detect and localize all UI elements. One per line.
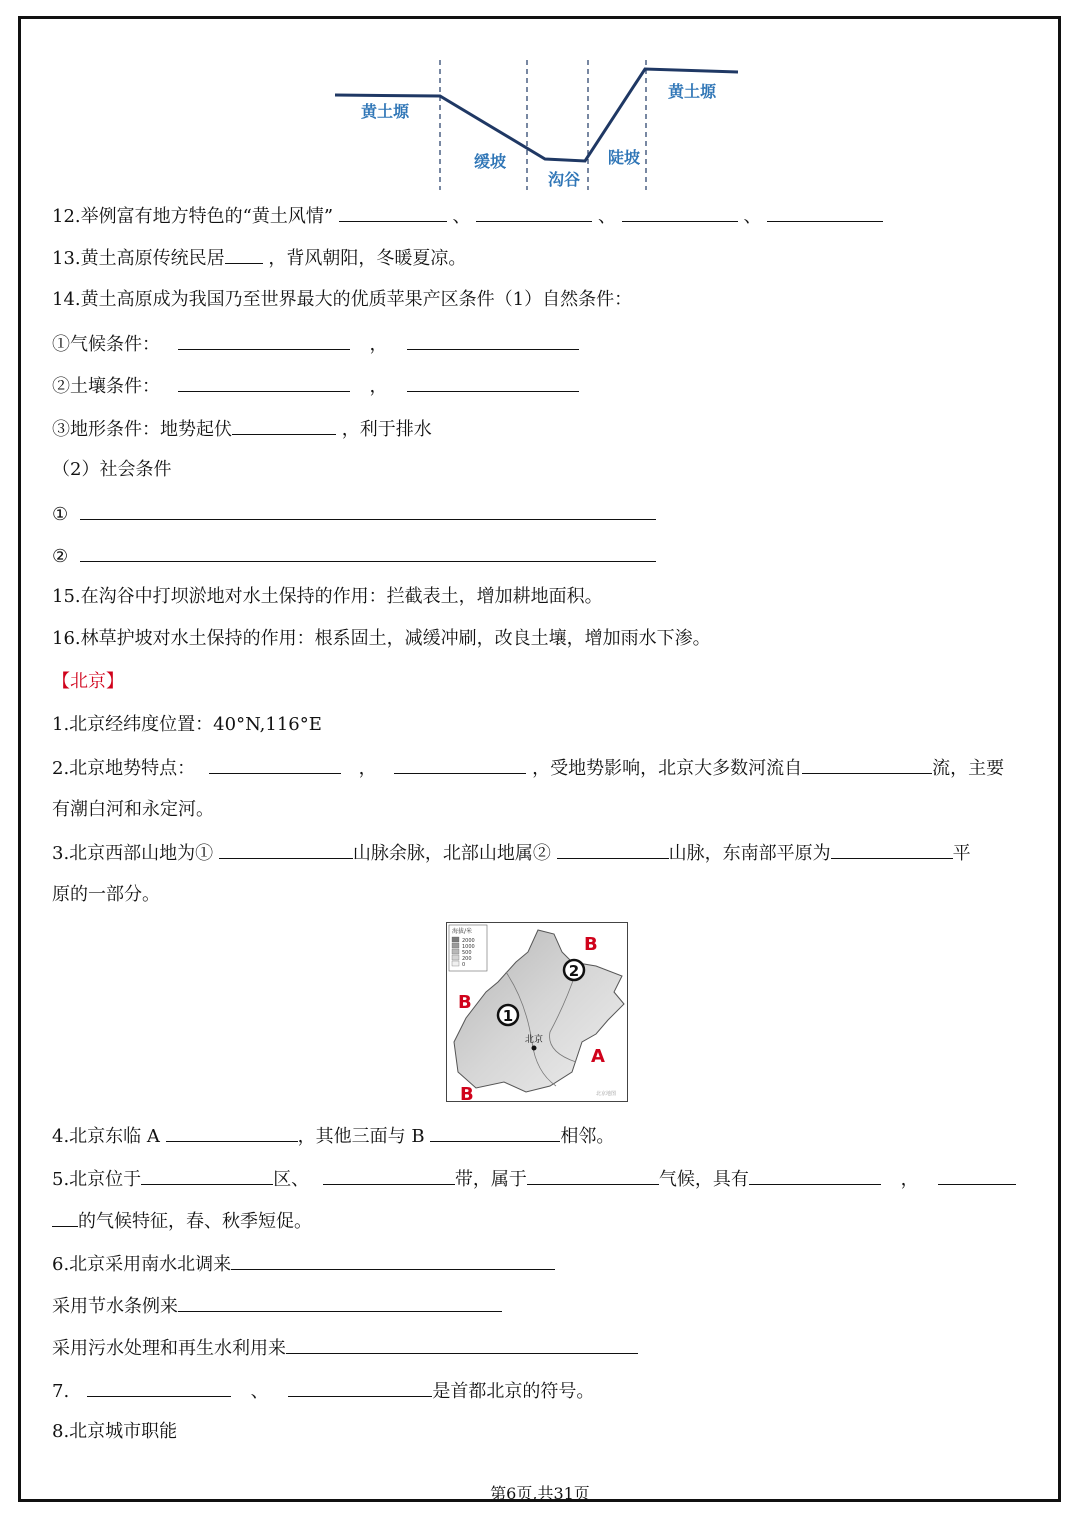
answer-blank[interactable] <box>339 203 447 222</box>
answer-blank[interactable] <box>938 1166 1016 1185</box>
legend-swatch <box>452 937 459 942</box>
section-heading-beijing <box>52 670 124 694</box>
answer-blank[interactable] <box>178 373 350 392</box>
legend-value: 1000 <box>462 944 475 950</box>
question-text: 有潮白河和永定河。 <box>52 799 214 820</box>
question-text: ，利于排水 <box>341 419 432 440</box>
question-text: 6.北京采用南水北调来 <box>52 1254 232 1275</box>
legend-value: 2000 <box>462 938 475 944</box>
beijing-question-3-cont <box>52 883 160 907</box>
answer-blank[interactable] <box>52 1208 78 1227</box>
beijing-question-5 <box>52 1166 1016 1192</box>
beijing-question-8 <box>52 1420 177 1444</box>
answer-blank[interactable] <box>767 203 883 222</box>
answer-blank[interactable] <box>288 1378 432 1397</box>
marker-2: 2 <box>568 962 580 980</box>
question-text: 3.北京西部山地为① <box>52 843 214 864</box>
answer-blank[interactable] <box>232 416 336 435</box>
separator: ， <box>369 334 388 355</box>
separator: 、 <box>250 1381 269 1402</box>
answer-blank[interactable] <box>178 1293 502 1312</box>
beijing-terrain-map <box>446 922 628 1102</box>
question-text: 平 <box>952 843 971 864</box>
question-15 <box>52 585 603 609</box>
answer-blank[interactable] <box>802 755 932 774</box>
question-text: ，受地势影响，北京大多数河流自 <box>532 758 803 779</box>
answer-blank[interactable] <box>141 1166 273 1185</box>
answer-blank[interactable] <box>622 203 738 222</box>
city-marker <box>532 1046 537 1051</box>
map-label-b: B <box>584 934 598 955</box>
question-text: 12.举例富有地方特色的“黄土风情” <box>52 206 334 227</box>
answer-blank[interactable] <box>231 1251 555 1270</box>
question-text: 原的一部分。 <box>52 884 160 905</box>
separator: ， <box>369 376 388 397</box>
answer-blank[interactable] <box>80 543 656 562</box>
map-label-b: B <box>458 992 472 1013</box>
question-14-social-2 <box>52 543 656 569</box>
question-text: ，其他三面与 B <box>297 1126 425 1147</box>
answer-blank[interactable] <box>476 203 592 222</box>
answer-blank[interactable] <box>225 245 263 264</box>
beijing-question-6 <box>52 1251 555 1277</box>
answer-blank[interactable] <box>219 840 353 859</box>
label-valley: 沟谷 <box>547 170 581 189</box>
question-text: 流，主要 <box>932 758 1005 779</box>
question-14-social <box>52 458 171 482</box>
map-label-b: B <box>460 1084 474 1102</box>
map-label-a: A <box>591 1046 605 1067</box>
answer-blank[interactable] <box>87 1378 231 1397</box>
beijing-question-6-b <box>52 1293 502 1319</box>
answer-blank[interactable] <box>323 1166 455 1185</box>
beijing-question-4 <box>52 1123 614 1149</box>
map-watermark: 北京地图 <box>596 1091 617 1097</box>
question-text: 是首都北京的符号。 <box>432 1381 595 1402</box>
legend-swatch <box>452 949 459 954</box>
city-label: 北京 <box>524 1035 544 1045</box>
question-label: ①气候条件： <box>52 334 160 355</box>
question-text: 采用节水条例来 <box>52 1296 178 1317</box>
page-footer <box>0 1484 1080 1504</box>
question-13 <box>52 245 466 271</box>
beijing-question-6-c <box>52 1335 638 1361</box>
question-text: 7. <box>52 1381 70 1402</box>
answer-blank[interactable] <box>430 1123 560 1142</box>
question-text: 5.北京位于 <box>52 1169 142 1190</box>
question-text: 8.北京城市职能 <box>52 1421 178 1442</box>
answer-blank[interactable] <box>407 331 579 350</box>
label-gentle-slope: 缓坡 <box>473 152 507 171</box>
legend-value: 500 <box>462 950 472 956</box>
legend-value: 0 <box>462 962 466 968</box>
question-text: 山脉，东南部平原为 <box>668 843 831 864</box>
question-text: 16.林草护坡对水土保持的作用：根系固土，减缓冲刷，改良土壤，增加雨水下渗。 <box>52 628 711 649</box>
question-text: 采用污水处理和再生水利用来 <box>52 1338 286 1359</box>
section-heading-text: 【北京】 <box>52 671 124 692</box>
question-label: ②土壤条件： <box>52 376 160 397</box>
label-plateau-right: 黄土塬 <box>667 82 717 101</box>
loess-profile-diagram <box>330 55 750 195</box>
question-12 <box>52 203 883 229</box>
page-number: 第6页,共31页 <box>490 1484 590 1503</box>
question-14 <box>52 288 632 312</box>
legend-swatch <box>452 943 459 948</box>
answer-blank[interactable] <box>178 331 350 350</box>
answer-blank[interactable] <box>407 373 579 392</box>
question-text: 相邻。 <box>560 1126 615 1147</box>
answer-blank[interactable] <box>286 1335 638 1354</box>
separator: 、 <box>597 206 616 227</box>
answer-blank[interactable] <box>166 1123 298 1142</box>
answer-blank[interactable] <box>527 1166 659 1185</box>
question-14-terrain <box>52 416 432 442</box>
beijing-question-2-cont <box>52 798 214 822</box>
question-text: 1.北京经纬度位置：40°N,116°E <box>52 714 322 735</box>
question-label: ① <box>52 504 69 525</box>
question-text: ，背风朝阳，冬暖夏凉。 <box>268 248 467 269</box>
beijing-question-2 <box>52 755 1004 781</box>
question-label: ② <box>52 546 69 567</box>
question-text: （2）社会条件 <box>52 459 172 480</box>
beijing-question-7 <box>52 1378 594 1404</box>
legend-swatch <box>452 955 459 960</box>
question-text: ③地形条件：地势起伏 <box>52 419 232 440</box>
separator: 、 <box>743 206 762 227</box>
answer-blank[interactable] <box>749 1166 881 1185</box>
separator: ， <box>358 758 377 779</box>
answer-blank[interactable] <box>831 840 953 859</box>
label-steep-slope: 陡坡 <box>607 148 641 167</box>
question-14-social-1 <box>52 501 656 527</box>
answer-blank[interactable] <box>80 501 656 520</box>
question-text: 13.黄土高原传统民居 <box>52 248 225 269</box>
separator: 、 <box>452 206 471 227</box>
answer-blank[interactable] <box>394 755 526 774</box>
question-text: 带，属于 <box>454 1169 527 1190</box>
question-14-climate <box>52 331 579 357</box>
question-text: 气候，具有 <box>658 1169 749 1190</box>
label-plateau-left: 黄土塬 <box>360 102 410 121</box>
beijing-question-1 <box>52 713 322 737</box>
beijing-question-3 <box>52 840 971 866</box>
answer-blank[interactable] <box>209 755 341 774</box>
beijing-question-5-cont <box>52 1208 312 1234</box>
answer-blank[interactable] <box>557 840 669 859</box>
marker-1: 1 <box>502 1007 514 1025</box>
question-text: 区、 <box>273 1169 310 1190</box>
question-text: 14.黄土高原成为我国乃至世界最大的优质苹果产区条件（1）自然条件： <box>52 289 633 310</box>
legend-value: 200 <box>462 956 472 962</box>
question-text: 2.北京地势特点： <box>52 758 196 779</box>
question-text: 4.北京东临 A <box>52 1126 160 1147</box>
separator: ， <box>900 1169 919 1190</box>
legend-swatch <box>452 961 459 966</box>
question-16 <box>52 627 711 651</box>
legend-title: 海拔/米 <box>452 928 473 935</box>
question-text: 15.在沟谷中打坝淤地对水土保持的作用：拦截表土，增加耕地面积。 <box>52 586 603 607</box>
question-text: 的气候特征，春、秋季短促。 <box>78 1211 312 1232</box>
question-14-soil <box>52 373 579 399</box>
question-text: 山脉余脉，北部山地属② <box>352 843 551 864</box>
